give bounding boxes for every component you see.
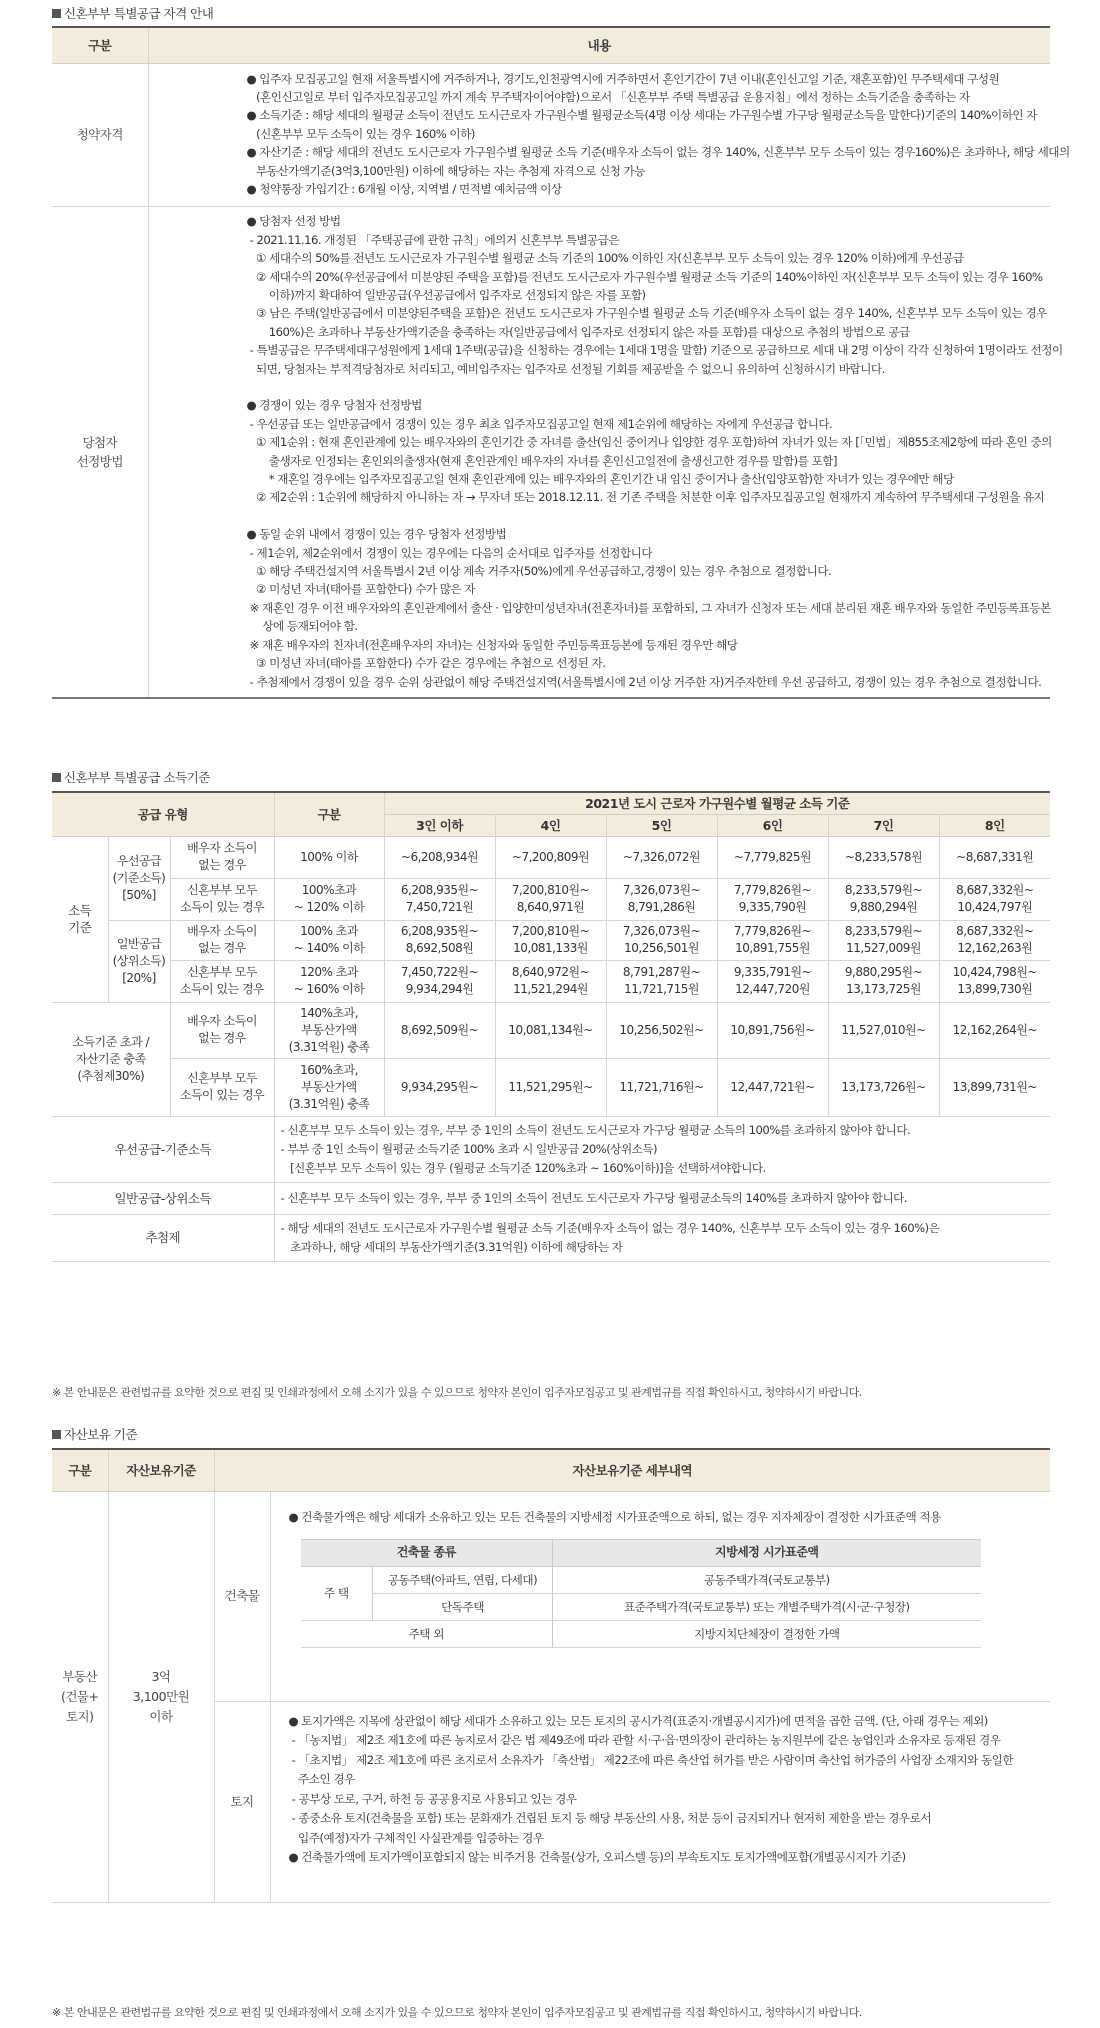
income-value: 7,200,810원~ 8,640,971원 xyxy=(495,878,606,920)
text-line: [신혼부부 모두 소득이 있는 경우 (월평균 소득기준 120%초과 ~ 160%이하)]을 선택하셔야합니다. xyxy=(280,1160,766,1175)
income-row xyxy=(52,878,1050,920)
text-line: 주소인 경우 xyxy=(288,1772,355,1786)
section-title-income: 신혼부부 특별공급 소득기준 xyxy=(52,768,210,786)
qualification-content xyxy=(148,63,1070,207)
household-size-header: 4인 xyxy=(495,814,606,836)
income-note-row xyxy=(52,1182,1050,1214)
footnote: ※ 본 안내문은 관련법규를 요약한 것으로 편집 및 인쇄과정에서 오해 소지가 있을 수 있으므로 청약자 본인이 입주자모집공고 및 관계법규를 직접 확인하시고, 청약하시기 바랍니다. xyxy=(52,2006,862,2019)
income-value: 10,256,502원~ xyxy=(606,1002,717,1058)
building-value: 지방지치단체장이 결정한 가액 xyxy=(553,1621,981,1648)
income-value: 8,233,579원~ 9,880,294원 xyxy=(828,878,939,920)
text-line: ● 토지가액은 지목에 상관없이 해당 세대가 소유하고 있는 모든 토지의 공시가격(표준지·개별공시지가)에 면적을 곱한 금액. (단, 아래 경우는 제외) xyxy=(288,1713,988,1728)
text-line: - 공부상 도로, 구거, 하천 등 공공용지로 사용되고 있는 경우 xyxy=(288,1791,577,1806)
income-percent: 100% 초과 ~ 140% 이하 xyxy=(274,920,384,960)
income-value: 11,721,716원~ xyxy=(606,1058,717,1116)
text-line: ● 청약통장 가입기간 : 6개월 이상, 지역별 / 면적별 예치금액 이상 xyxy=(246,181,562,196)
spacer xyxy=(247,507,1045,525)
income-value: 12,162,264원~ xyxy=(939,1002,1050,1058)
building-value: 공동주택가격(국토교통부) xyxy=(553,1567,981,1594)
text-line: ● 입주자 모집공고일 현재 서울특별시에 거주하거나, 경기도,인천광역시에 거주하면서 혼인기간이 7년 이내(혼인신고일 기준, 재혼포함)인 무주택세대 구성원 xyxy=(246,71,1000,86)
text-line: ● 경쟁이 있는 경우 당첨자 선정방법 xyxy=(246,398,422,413)
building-type-table xyxy=(301,1539,981,1648)
income-value: 6,208,935원~ 7,450,721원 xyxy=(384,878,495,920)
priority-supply-label: 우선공급 (기준소득) [50%] xyxy=(108,836,170,920)
text-line: ② 세대수의 20%(우선공급에서 미분양된 주택을 포함)를 전년도 도시근로자 가구원수별 월평균 소득 기준의 140%이하인 자(신혼부부 모두 소득이 있는 경우 160% xyxy=(246,269,1043,284)
income-value: ~7,200,809원 xyxy=(495,836,606,878)
income-note-label: 일반공급-상위소득 xyxy=(52,1182,274,1214)
house-label: 주 택 xyxy=(301,1567,373,1621)
building-content xyxy=(270,1491,1050,1701)
income-case-label: 신혼부부 모두 소득이 있는 경우 xyxy=(170,960,274,1002)
text-line: - 「초지법」 제2조 제1호에 따른 초지로서 소유자가 「축산법」 제22조에 따른 축산업 허가를 받은 사람이며 축산업 허가증의 사업장 소재지와 동일한 xyxy=(288,1752,1014,1767)
income-value: ~8,687,331원 xyxy=(939,836,1050,878)
income-table xyxy=(52,791,1050,1262)
income-value: 9,934,295원~ xyxy=(384,1058,495,1116)
income-percent: 120% 초과 ~ 160% 이하 xyxy=(274,960,384,1002)
income-value: 10,081,134원~ xyxy=(495,1002,606,1058)
text-line: - 신혼부부 모두 소득이 있는 경우, 부부 중 1인의 소득이 전년도 도시근로자 가구당 월평균 소득의 100%를 초과하지 않아야 합니다. xyxy=(280,1122,911,1137)
text-line: ② 제2순위 : 1순위에 해당하지 아니하는 자 → 무자녀 또는 2018.12.11. 전 기존 주택을 처분한 이후 입주자모집공고일 현재까지 계속하여 무주택세대 구성원을 유지 xyxy=(246,490,1045,505)
income-value: 8,791,287원~ 11,721,715원 xyxy=(606,960,717,1002)
text-line: ● 건축물가액에 토지가액이포함되지 않는 비주거용 건축물(상가, 오피스텔 등)의 부속토지도 토지가액에포함(개별공시지가 기준) xyxy=(288,1850,906,1864)
household-size-header: 7인 xyxy=(828,814,939,836)
household-size-header: 6인 xyxy=(717,814,828,836)
income-case-label: 배우자 소득이 없는 경우 xyxy=(170,920,274,960)
text-line: ● 당첨자 선정 방법 xyxy=(246,214,341,229)
lottery-supply-label: 소득기준 초과 / 자산기준 충족 (추첨제30%) xyxy=(52,1002,170,1116)
income-percent: 160%초과, 부동산가액 (3.31억원) 충족 xyxy=(274,1058,384,1116)
selection-method-content xyxy=(148,207,1063,698)
header-asset-detail: 자산보유기준 세부내역 xyxy=(214,1449,1050,1491)
income-standard-label: 소득 기준 xyxy=(52,836,108,1002)
text-line: - 부부 중 1인 소득이 월평균 소득기준 100% 초과 시 일반공급 20%(상위소득) xyxy=(280,1141,658,1156)
square-bullet-icon xyxy=(52,9,61,18)
label-selection-method: 당첨자 선정방법 xyxy=(52,207,148,698)
income-value: 9,335,791원~ 12,447,720원 xyxy=(717,960,828,1002)
income-value: 7,450,722원~ 9,934,294원 xyxy=(384,960,495,1002)
income-value: 6,208,935원~ 8,692,508원 xyxy=(384,920,495,960)
income-value: 7,326,073원~ 8,791,286원 xyxy=(606,878,717,920)
text-line: ① 제1순위 : 현재 혼인관계에 있는 배우자와의 혼인기간 중 자녀를 출산(임신 중이거나 입양한 경우 포함)하여 자녀가 있는 자 [「민법」제855조제2항에 따라 혼인 중의 xyxy=(246,435,1052,450)
section-title-assets: 자산보유 기준 xyxy=(52,1425,137,1443)
income-value: 10,891,756원~ xyxy=(717,1002,828,1058)
income-value: ~7,326,072원 xyxy=(606,836,717,878)
income-note-label: 우선공급-기준소득 xyxy=(52,1116,274,1182)
square-bullet-icon xyxy=(52,1430,61,1439)
household-size-header: 3인 이하 xyxy=(384,814,495,836)
text-line: ※ 재혼인 경우 이전 배우자와의 혼인관계에서 출산 · 입양한미성년자녀(전혼자녀)를 포함하되, 그 자녀가 신청자 또는 세대 분리된 재혼 배우자와 동일한 주민등록표등본 xyxy=(246,600,1051,615)
header-income-standard: 2021년 도시 근로자 가구원수별 월평균 소득 기준 xyxy=(384,792,1050,814)
land-content xyxy=(270,1701,1050,1902)
income-value: 8,687,332원~ 12,162,263원 xyxy=(939,920,1050,960)
income-value: 7,779,826원~ 10,891,755원 xyxy=(717,920,828,960)
text-line: 초과하나, 해당 세대의 부동산가액기준(3.31억원) 이하에 해당하는 자 xyxy=(280,1239,623,1254)
income-note-content xyxy=(274,1182,1050,1214)
income-value: 10,424,798원~ 13,899,730원 xyxy=(939,960,1050,1002)
text-line: ① 세대수의 50%를 전년도 도시근로자 가구원수별 월평균 소득 기준의 100% 이하인 자(신혼부부 모두 소득이 있는 경우 120% 이하)에게 우선공급 xyxy=(246,251,964,266)
household-size-header: 8인 xyxy=(939,814,1050,836)
income-percent: 100%초과 ~ 120% 이하 xyxy=(274,878,384,920)
text-line: ※ 재혼 배우자의 친자녀(전혼배우자의 자녀)는 신청자와 동일한 주민등록표등본에 등재된 경우만 해당 xyxy=(246,637,738,652)
income-value: 9,880,295원~ 13,173,725원 xyxy=(828,960,939,1002)
section-title-eligibility: 신혼부부 특별공급 자격 안내 xyxy=(52,4,213,22)
inner-header-value: 지방세정 시가표준액 xyxy=(553,1540,981,1567)
text-line: - 추첨제에서 경쟁이 있을 경우 순위 상관없이 해당 주택건설지역(서울특별시에 2년 이상 거주한 자)거주자한테 우선 공급하고, 경쟁이 있는 경우 추첨으로 결정합니다. xyxy=(246,674,1042,689)
income-case-label: 배우자 소득이 없는 경우 xyxy=(170,836,274,878)
income-value: 8,687,332원~ 10,424,797원 xyxy=(939,878,1050,920)
footnote: ※ 본 안내문은 관련법규를 요약한 것으로 편집 및 인쇄과정에서 오해 소지가 있을 수 있으므로 청약자 본인이 입주자모집공고 및 관계법규를 직접 확인하시고, 청약하시기 바랍니다. xyxy=(52,1386,862,1399)
text-line: 부동산가액기준(3억3,100만원) 이하에 해당하는 자는 추첨제 자격으로 신청 가능 xyxy=(246,163,645,178)
building-type: 주택 외 xyxy=(301,1621,553,1648)
text-line: 입주(예정)자가 구체적인 사실관계를 입증하는 경우 xyxy=(288,1830,544,1845)
income-note-row xyxy=(52,1214,1050,1261)
income-percent: 140%초과, 부동산가액 (3.31억원) 충족 xyxy=(274,1002,384,1058)
building-value: 표준주택가격(국토교통부) 또는 개별주택가격(시·군·구청장) xyxy=(553,1594,981,1621)
general-supply-label: 일반공급 (상위소득) [20%] xyxy=(108,920,170,1002)
income-row xyxy=(52,1002,1050,1058)
text-line: * 재혼일 경우에는 입주자모집공고일 현재 혼인관계에 있는 배우자와의 혼인기간 내 임신 중이거나 출산(입양포함)한 자녀가 있는 경우에만 해당 xyxy=(246,472,954,487)
header-gubun: 구분 xyxy=(52,27,148,63)
spacer xyxy=(247,378,1045,396)
income-value: 11,521,295원~ xyxy=(495,1058,606,1116)
income-case-label: 신혼부부 모두 소득이 있는 경우 xyxy=(170,878,274,920)
income-value: 7,779,826원~ 9,335,790원 xyxy=(717,878,828,920)
text-line: ① 해당 주택건설지역 서울특별시 2년 이상 계속 거주자(50%)에게 우선공급하고,경쟁이 있는 경우 추첨으로 결정합니다. xyxy=(246,564,832,579)
header-content: 내용 xyxy=(148,27,1050,63)
header-gubun: 구분 xyxy=(52,1449,108,1491)
income-note-label: 추첨제 xyxy=(52,1214,274,1261)
household-size-header: 5인 xyxy=(606,814,717,836)
asset-limit: 3억 3,100만원 이하 xyxy=(108,1491,214,1902)
text-line: (신혼부부 모두 소득이 있는 경우 160% 이하) xyxy=(246,126,475,141)
income-value: ~6,208,934원 xyxy=(384,836,495,878)
text-line: - 제1순위, 제2순위에서 경쟁이 있는 경우에는 다음의 순서대로 입주자를 선정합니다 xyxy=(246,545,653,560)
income-note-row xyxy=(52,1116,1050,1182)
building-type: 공동주택(아파트, 연립, 다세대) xyxy=(373,1567,553,1594)
income-value: 13,173,726원~ xyxy=(828,1058,939,1116)
label-real-estate: 부동산 (건물+ 토지) xyxy=(52,1491,108,1902)
text-line: 되면, 당첨자는 부적격당첨자로 처리되고, 예비입주자는 입주자로 선정될 기회를 제공받을 수 없으니 유의하여 신청하시기 바랍니다. xyxy=(246,361,885,376)
income-value: 13,899,731원~ xyxy=(939,1058,1050,1116)
income-value: 7,200,810원~ 10,081,133원 xyxy=(495,920,606,960)
text-line: ③ 미성년 자녀(태아를 포함한다) 수가 같은 경우에는 추첨으로 선정된 자. xyxy=(246,656,606,671)
text-line: - 2021.11.16. 개정된 「주택공급에 관한 규칙」에의거 신혼부부 특별공급은 xyxy=(246,232,620,247)
text-line: ● 자산기준 : 해당 세대의 전년도 도시근로자 가구원수별 월평균 소득 기준(배우자 소득이 없는 경우 140%, 신혼부부 모두 소득이 있는 경우160%)은 초과하나, 해당 세대의 xyxy=(246,145,1070,160)
text-line: 상에 등재되어야 함. xyxy=(246,619,358,634)
income-value: ~8,233,578원 xyxy=(828,836,939,878)
label-qualification: 청약자격 xyxy=(52,63,148,207)
income-value: 11,527,010원~ xyxy=(828,1002,939,1058)
income-row xyxy=(52,836,1050,878)
eligibility-table xyxy=(52,26,1070,699)
income-value: 8,692,509원~ xyxy=(384,1002,495,1058)
building-value-note: ● 건축물가액은 해당 세대가 소유하고 있는 모든 건축물의 지방세정 시가표준액으로 하되, 없는 경우 지자체장이 결정한 시가표준액 적용 xyxy=(288,1509,941,1524)
income-value: 12,447,721원~ xyxy=(717,1058,828,1116)
text-line: 출생자로 인정되는 혼인외의출생자(현재 혼인관계인 배우자의 자녀를 혼인신고일전에 출생신고한 경우를 말함)를 포함] xyxy=(246,453,838,468)
income-note-content xyxy=(274,1116,1050,1182)
header-gubun: 구분 xyxy=(274,792,384,836)
text-line: - 「농지법」 제2조 제1호에 따른 농지로서 같은 법 제49조에 따라 관할 시·구·읍·면의장이 관리하는 농지원부에 같은 농업인과 소유자로 등재된 경우 xyxy=(288,1733,1001,1747)
income-row xyxy=(52,920,1050,960)
text-line: 160%)은 초과하나 부동산가액기준을 충족하는 자(일반공급에서 입주자로 선정되지 않은 자를 포함)를 대상으로 추첨의 방법으로 공급 xyxy=(246,324,910,339)
header-supply-type: 공급 유형 xyxy=(52,792,274,836)
text-line: ② 미성년 자녀(태아를 포함한다) 수가 많은 자 xyxy=(246,582,476,597)
income-case-label: 신혼부부 모두 소득이 있는 경우 xyxy=(170,1058,274,1116)
text-line: - 우선공급 또는 일반공급에서 경쟁이 있는 경우 최초 입주자모집공고일 현재 제1순위에 해당하는 자에게 우선공급 합니다. xyxy=(246,416,833,431)
text-line: 이하)까지 확대하여 일반공급(우선공급에서 입주자로 선정되지 않은 자를 포함) xyxy=(246,287,646,302)
square-bullet-icon xyxy=(52,773,61,782)
income-value: 8,233,579원~ 11,527,009원 xyxy=(828,920,939,960)
income-percent: 100% 이하 xyxy=(274,836,384,878)
income-case-label: 배우자 소득이 없는 경우 xyxy=(170,1002,274,1058)
inner-header-type: 건축물 종류 xyxy=(301,1540,553,1567)
text-line: ● 소득기준 : 해당 세대의 월평균 소득이 전년도 도시근로자 가구원수별 월평균소득(4명 이상 세대는 가구원수별 가구당 월평균소득을 말한다)기준의 140%이하인 자 xyxy=(246,108,1038,123)
income-note-content xyxy=(274,1214,1050,1261)
income-value: ~7,779,825원 xyxy=(717,836,828,878)
text-line: ● 동일 순위 내에서 경쟁이 있는 경우 당첨자 선정방법 xyxy=(246,527,507,542)
income-row xyxy=(52,1058,1050,1116)
header-asset-standard: 자산보유기준 xyxy=(108,1449,214,1491)
income-value: 7,326,073원~ 10,256,501원 xyxy=(606,920,717,960)
building-type: 단독주택 xyxy=(373,1594,553,1621)
text-line: (혼인신고일로 부터 입주자모집공고일 까지 계속 무주택자이어야함)으로서 「신혼부부 주택 특별공급 운용지침」에서 정하는 소득기준을 충족하는 자 xyxy=(246,89,970,104)
asset-table xyxy=(52,1448,1050,1903)
income-row xyxy=(52,960,1050,1002)
label-land: 토지 xyxy=(214,1701,270,1902)
text-line: - 해당 세대의 전년도 도시근로자 가구원수별 월평균 소득 기준(배우자 소득이 없는 경우 140%, 신혼부부 모두 소득이 있는 경우 160%)은 xyxy=(280,1220,940,1235)
text-line: ③ 남은 주택(일반공급에서 미분양된주택을 포함)은 전년도 도시근로자 가구원수별 월평균 소득 기준(배우자 소득이 없는 경우 140%, 신혼부부 모두 소득이 있는 경우 xyxy=(246,306,1047,321)
text-line: - 신혼부부 모두 소득이 있는 경우, 부부 중 1인의 소득이 전년도 도시근로자 가구당 월평균소득의 140%를 초과하지 않아야 합니다. xyxy=(280,1190,908,1205)
text-line: - 특별공급은 무주택세대구성원에게 1세대 1주택(공급)을 신청하는 경우에는 1세대 1명을 말함) 기준으로 공급하므로 세대 내 2명 이상이 각각 신청하여 1명이라도 선정이 xyxy=(246,343,1063,358)
income-value: 8,640,972원~ 11,521,294원 xyxy=(495,960,606,1002)
label-building: 건축물 xyxy=(214,1491,270,1701)
text-line: - 종중소유 토지(건축물을 포함) 또는 문화재가 건립된 토지 등 해당 부동산의 사용, 처분 등이 금지되거나 현저히 제한을 받는 경우로서 xyxy=(288,1811,932,1825)
